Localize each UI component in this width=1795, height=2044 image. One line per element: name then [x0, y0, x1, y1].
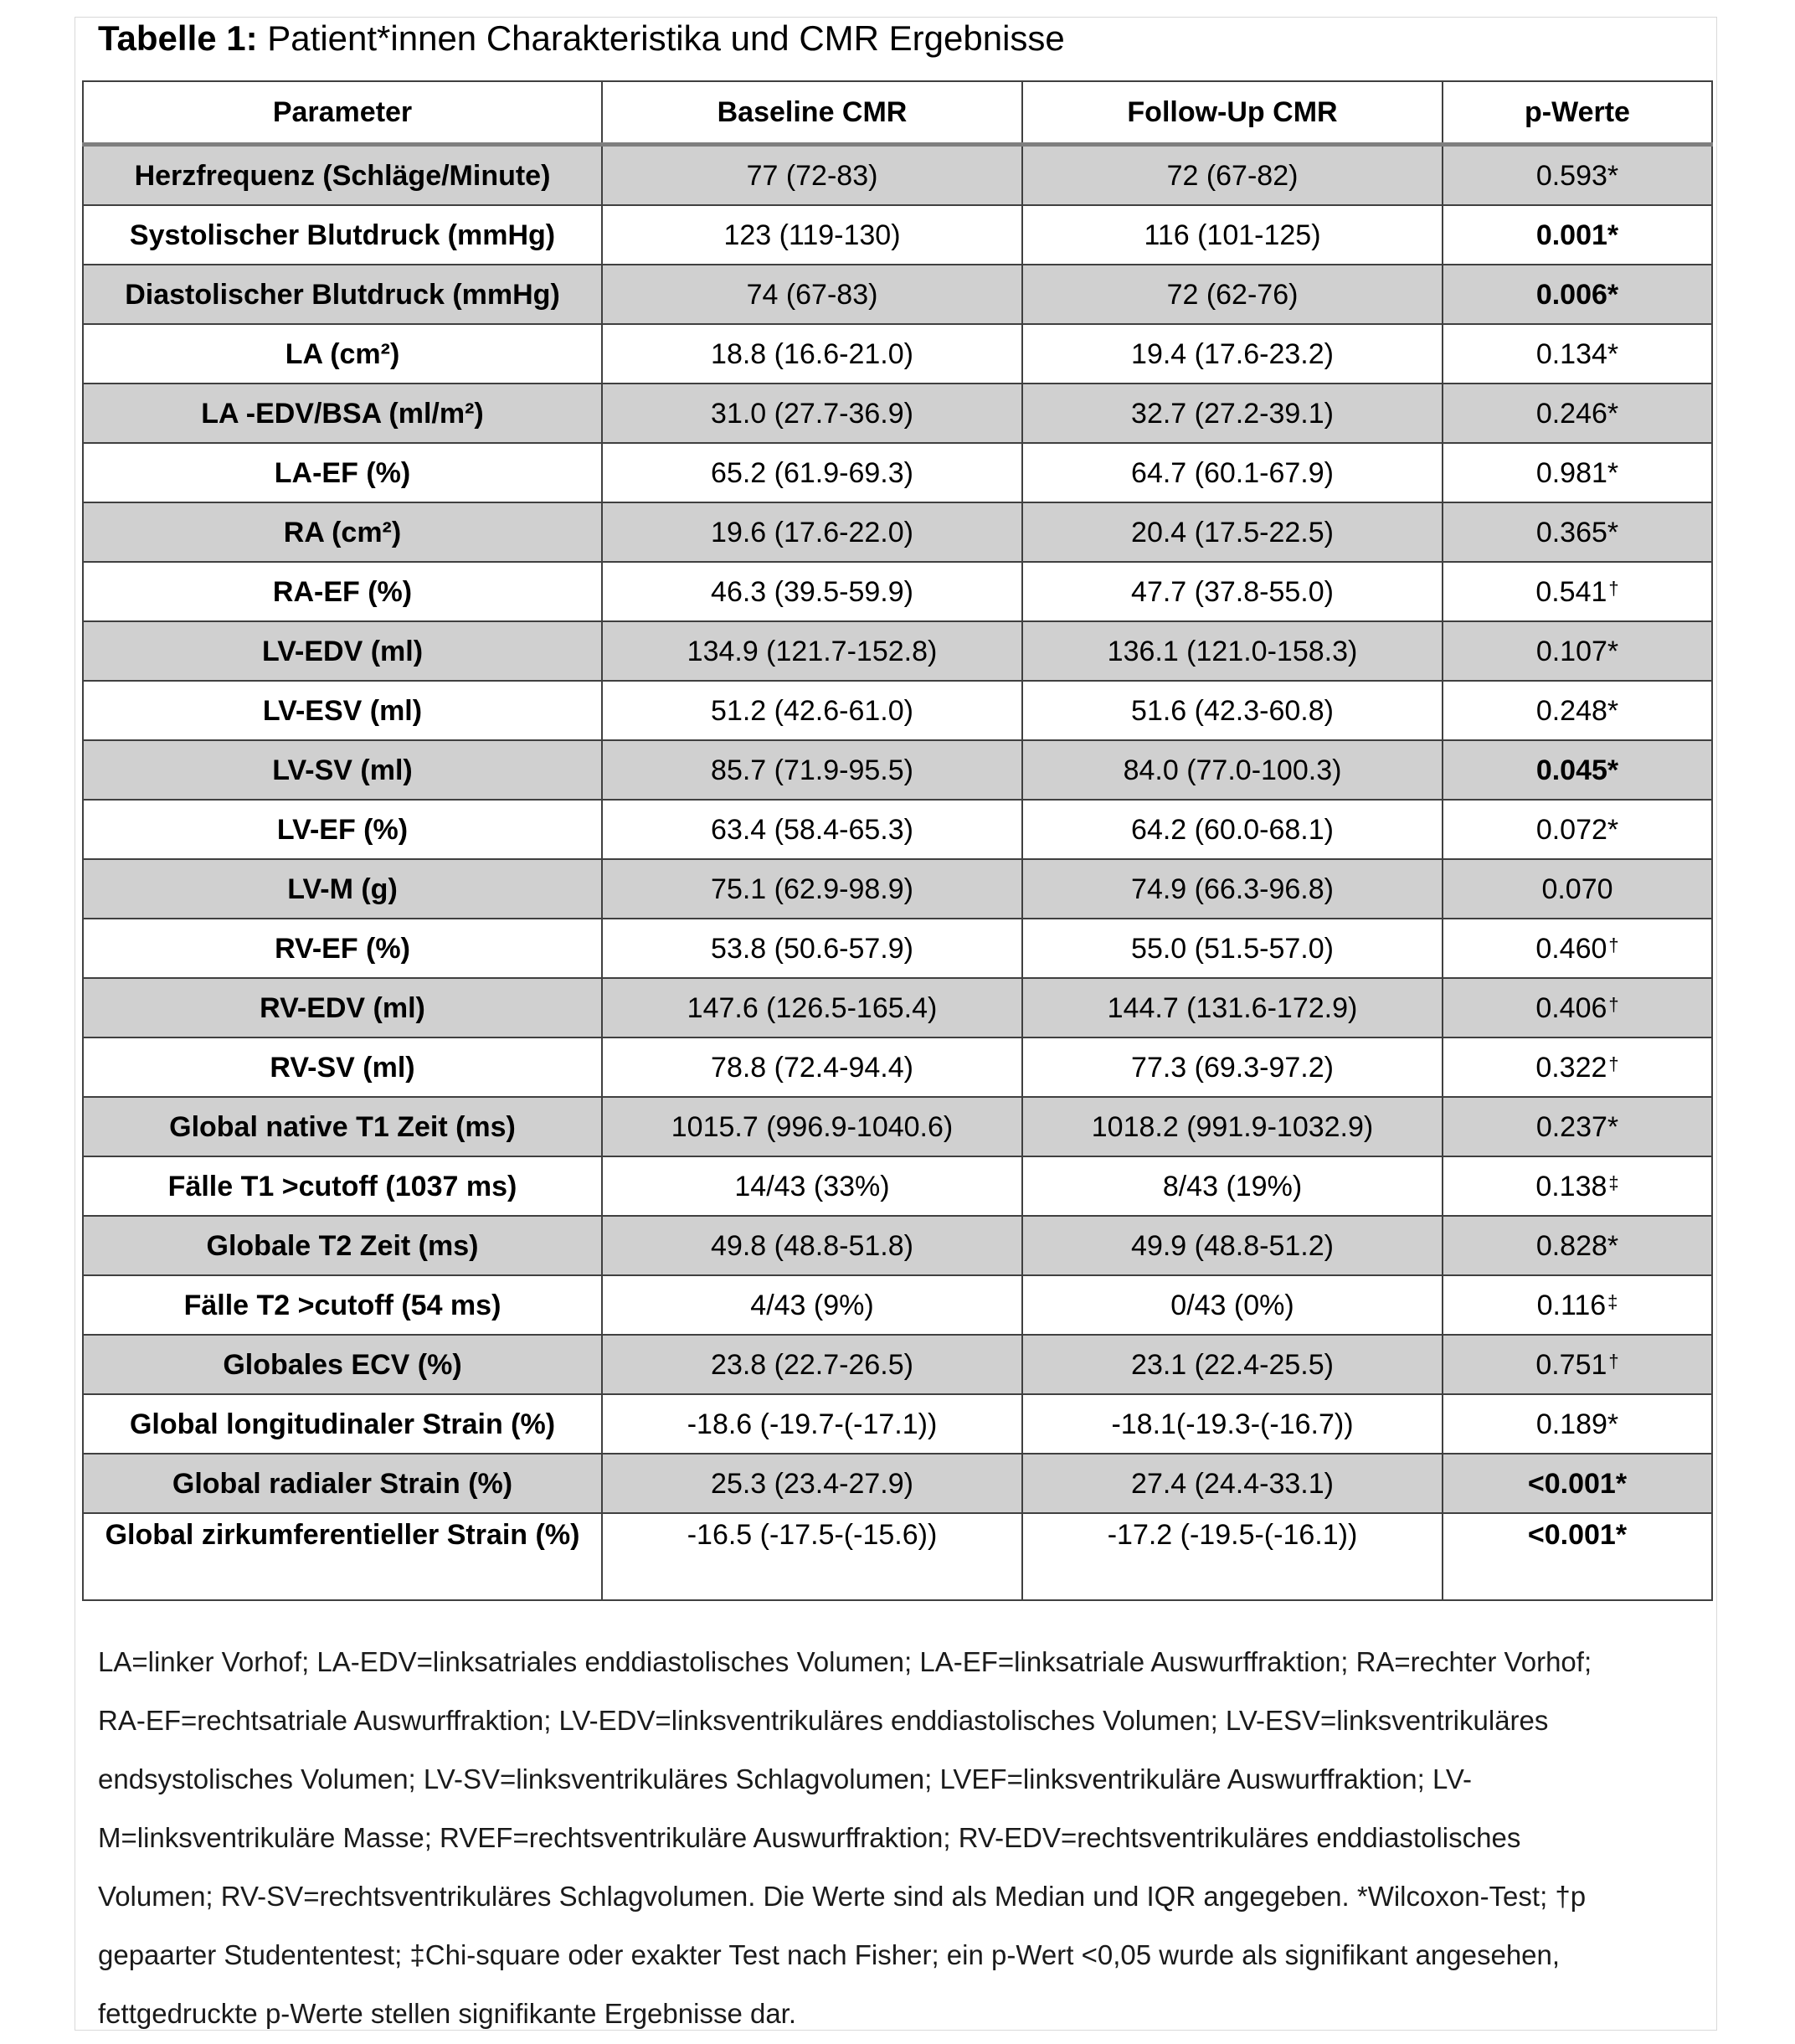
footnote-line: RA-EF=rechtsatriale Auswurffraktion; LV-EDV=linksventrikuläres enddiastolisches Volumen; LV-ESV=linksventrikuläres	[98, 1705, 1549, 1736]
pvalue-text: 0.248*	[1535, 694, 1619, 727]
pvalue-text: <0.001*	[1527, 1519, 1628, 1551]
followup-cell: 77.3 (69.3-97.2)	[1022, 1037, 1443, 1097]
param-cell: Global longitudinaler Strain (%)	[83, 1394, 602, 1454]
baseline-cell: 51.2 (42.6-61.0)	[602, 681, 1022, 740]
table-row	[83, 978, 1712, 1037]
table-row	[83, 1216, 1712, 1275]
pvalue-cell	[1443, 205, 1712, 265]
table-row	[83, 324, 1712, 384]
pvalue-symbol: †	[1608, 993, 1619, 1015]
table-row	[83, 800, 1712, 859]
footnote-line: M=linksventrikuläre Masse; RVEF=rechtsventrikuläre Auswurffraktion; RV-EDV=rechtsventrikuläres enddiastolisches	[98, 1822, 1521, 1853]
pvalue-cell	[1443, 1156, 1712, 1216]
followup-cell: 84.0 (77.0-100.3)	[1022, 740, 1443, 800]
param-cell: LV-EF (%)	[83, 800, 602, 859]
baseline-cell: 63.4 (58.4-65.3)	[602, 800, 1022, 859]
pvalue-cell	[1443, 919, 1712, 978]
baseline-cell: 147.6 (126.5-165.4)	[602, 978, 1022, 1037]
baseline-cell: 25.3 (23.4-27.9)	[602, 1454, 1022, 1513]
param-cell: Global native T1 Zeit (ms)	[83, 1097, 602, 1156]
param-cell: LV-EDV (ml)	[83, 621, 602, 681]
followup-cell: 72 (67-82)	[1022, 145, 1443, 206]
baseline-cell: 14/43 (33%)	[602, 1156, 1022, 1216]
pvalue-symbol: ‡	[1608, 1171, 1619, 1193]
followup-cell: 27.4 (24.4-33.1)	[1022, 1454, 1443, 1513]
followup-cell: 19.4 (17.6-23.2)	[1022, 324, 1443, 384]
footnote-line: endsystolisches Volumen; LV-SV=linksventrikuläres Schlagvolumen; LVEF=linksventrikuläre Auswurffraktion; LV-	[98, 1763, 1473, 1794]
pvalue-cell	[1443, 265, 1712, 324]
param-cell: Diastolischer Blutdruck (mmHg)	[83, 265, 602, 324]
pvalue-text: 0.134*	[1535, 337, 1619, 370]
pvalue-symbol: †	[1608, 577, 1619, 599]
pvalue-text: 0.045*	[1535, 754, 1619, 786]
pvalue-cell	[1443, 1037, 1712, 1097]
table-row	[83, 145, 1712, 206]
pvalue-cell	[1443, 562, 1712, 621]
pvalue-cell	[1443, 740, 1712, 800]
pvalue-text: 0.593*	[1535, 159, 1619, 192]
pvalue-cell	[1443, 384, 1712, 443]
pvalue-cell	[1443, 1216, 1712, 1275]
pvalue-cell	[1443, 1394, 1712, 1454]
param-cell: LA (cm²)	[83, 324, 602, 384]
baseline-cell: 74 (67-83)	[602, 265, 1022, 324]
baseline-cell: 123 (119-130)	[602, 205, 1022, 265]
table-row	[83, 1513, 1712, 1600]
table-row	[83, 621, 1712, 681]
followup-cell: 1018.2 (991.9-1032.9)	[1022, 1097, 1443, 1156]
followup-cell: 74.9 (66.3-96.8)	[1022, 859, 1443, 919]
param-cell: LV-ESV (ml)	[83, 681, 602, 740]
baseline-cell: -16.5 (-17.5-(-15.6))	[602, 1513, 1022, 1600]
header-parameter: Parameter	[83, 81, 602, 145]
pvalue-text: 0.751	[1535, 1348, 1607, 1381]
followup-cell: -18.1(-19.3-(-16.7))	[1022, 1394, 1443, 1454]
pvalue-text: 0.981*	[1535, 456, 1619, 489]
followup-cell: -17.2 (-19.5-(-16.1))	[1022, 1513, 1443, 1600]
pvalue-text: 0.541	[1535, 575, 1607, 608]
footnote-line: fettgedruckte p-Werte stellen signifikante Ergebnisse dar.	[98, 1998, 797, 2029]
param-cell: LA-EF (%)	[83, 443, 602, 502]
param-cell: Fälle T2 >cutoff (54 ms)	[83, 1275, 602, 1335]
pvalue-cell	[1443, 978, 1712, 1037]
table-row	[83, 1454, 1712, 1513]
pvalue-cell	[1443, 443, 1712, 502]
baseline-cell: 1015.7 (996.9-1040.6)	[602, 1097, 1022, 1156]
footnote-line: Volumen; RV-SV=rechtsventrikuläres Schlagvolumen. Die Werte sind als Median und IQR angegeben. *Wilcoxon-Test; †p	[98, 1881, 1587, 1912]
table-title-text: Patient*innen Charakteristika und CMR Ergebnisse	[257, 18, 1065, 58]
baseline-cell: 18.8 (16.6-21.0)	[602, 324, 1022, 384]
table-row	[83, 443, 1712, 502]
header-baseline: Baseline CMR	[602, 81, 1022, 145]
pvalue-text: 0.001*	[1535, 219, 1619, 251]
followup-cell: 32.7 (27.2-39.1)	[1022, 384, 1443, 443]
pvalue-cell	[1443, 859, 1712, 919]
baseline-cell: 65.2 (61.9-69.3)	[602, 443, 1022, 502]
baseline-cell: 78.8 (72.4-94.4)	[602, 1037, 1022, 1097]
table-body	[83, 145, 1712, 1601]
table-row	[83, 859, 1712, 919]
pvalue-cell	[1443, 1097, 1712, 1156]
baseline-cell: 134.9 (121.7-152.8)	[602, 621, 1022, 681]
table-row	[83, 502, 1712, 562]
param-cell: RV-SV (ml)	[83, 1037, 602, 1097]
pvalue-text: 0.070	[1541, 873, 1613, 905]
baseline-cell: 85.7 (71.9-95.5)	[602, 740, 1022, 800]
header-followup: Follow-Up CMR	[1022, 81, 1443, 145]
pvalue-cell	[1443, 1335, 1712, 1394]
param-cell: RV-EF (%)	[83, 919, 602, 978]
followup-cell: 136.1 (121.0-158.3)	[1022, 621, 1443, 681]
pvalue-symbol: ‡	[1607, 1290, 1618, 1312]
pvalue-cell	[1443, 1275, 1712, 1335]
footnote	[98, 1633, 1689, 2043]
baseline-cell: 19.6 (17.6-22.0)	[602, 502, 1022, 562]
followup-cell: 47.7 (37.8-55.0)	[1022, 562, 1443, 621]
table-row	[83, 1037, 1712, 1097]
pvalue-text: 0.460	[1535, 932, 1607, 965]
pvalue-symbol: †	[1608, 1053, 1619, 1074]
param-cell: Global radialer Strain (%)	[83, 1454, 602, 1513]
baseline-cell: 31.0 (27.7-36.9)	[602, 384, 1022, 443]
pvalue-cell	[1443, 1454, 1712, 1513]
param-cell: LA -EDV/BSA (ml/m²)	[83, 384, 602, 443]
table-title-label: Tabelle 1:	[98, 18, 258, 58]
followup-cell: 0/43 (0%)	[1022, 1275, 1443, 1335]
pvalue-cell	[1443, 681, 1712, 740]
followup-cell: 23.1 (22.4-25.5)	[1022, 1335, 1443, 1394]
pvalue-symbol: †	[1608, 1350, 1619, 1372]
pvalue-text: 0.828*	[1535, 1229, 1619, 1262]
baseline-cell: 49.8 (48.8-51.8)	[602, 1216, 1022, 1275]
header-pvalue: p-Werte	[1443, 81, 1712, 145]
baseline-cell: 4/43 (9%)	[602, 1275, 1022, 1335]
pvalue-text: 0.237*	[1535, 1110, 1619, 1143]
pvalue-text: 0.072*	[1535, 813, 1619, 846]
pvalue-cell	[1443, 800, 1712, 859]
pvalue-text: 0.406	[1535, 991, 1607, 1024]
param-cell: RA (cm²)	[83, 502, 602, 562]
baseline-cell: 53.8 (50.6-57.9)	[602, 919, 1022, 978]
baseline-cell: 75.1 (62.9-98.9)	[602, 859, 1022, 919]
table-row	[83, 1097, 1712, 1156]
followup-cell: 20.4 (17.5-22.5)	[1022, 502, 1443, 562]
param-cell: Global zirkumferentieller Strain (%)	[83, 1513, 602, 1600]
followup-cell: 8/43 (19%)	[1022, 1156, 1443, 1216]
param-cell: Herzfrequenz (Schläge/Minute)	[83, 145, 602, 206]
param-cell: LV-SV (ml)	[83, 740, 602, 800]
pvalue-text: 0.322	[1535, 1051, 1607, 1084]
table-row	[83, 1275, 1712, 1335]
pvalue-text: <0.001*	[1527, 1467, 1628, 1500]
followup-cell: 64.7 (60.1-67.9)	[1022, 443, 1443, 502]
followup-cell: 49.9 (48.8-51.2)	[1022, 1216, 1443, 1275]
param-cell: Globales ECV (%)	[83, 1335, 602, 1394]
followup-cell: 64.2 (60.0-68.1)	[1022, 800, 1443, 859]
baseline-cell: 77 (72-83)	[602, 145, 1022, 206]
followup-cell: 55.0 (51.5-57.0)	[1022, 919, 1443, 978]
param-cell: Systolischer Blutdruck (mmHg)	[83, 205, 602, 265]
pvalue-cell	[1443, 502, 1712, 562]
table-row	[83, 740, 1712, 800]
pvalue-cell	[1443, 1513, 1712, 1600]
pvalue-cell	[1443, 324, 1712, 384]
followup-cell: 116 (101-125)	[1022, 205, 1443, 265]
pvalue-text: 0.138	[1535, 1170, 1607, 1202]
pvalue-text: 0.006*	[1535, 278, 1619, 311]
baseline-cell: -18.6 (-19.7-(-17.1))	[602, 1394, 1022, 1454]
pvalue-text: 0.107*	[1535, 635, 1619, 667]
table-row	[83, 919, 1712, 978]
pvalue-text: 0.189*	[1535, 1408, 1619, 1440]
table-row	[83, 205, 1712, 265]
param-cell: RA-EF (%)	[83, 562, 602, 621]
table-row	[83, 1335, 1712, 1394]
table-row	[83, 384, 1712, 443]
pvalue-cell	[1443, 621, 1712, 681]
pvalue-cell	[1443, 145, 1712, 206]
param-cell: Fälle T1 >cutoff (1037 ms)	[83, 1156, 602, 1216]
followup-cell: 72 (62-76)	[1022, 265, 1443, 324]
pvalue-text: 0.116	[1536, 1289, 1607, 1321]
baseline-cell: 46.3 (39.5-59.9)	[602, 562, 1022, 621]
results-table	[82, 80, 1713, 1601]
followup-cell: 51.6 (42.3-60.8)	[1022, 681, 1443, 740]
table-row	[83, 562, 1712, 621]
baseline-cell: 23.8 (22.7-26.5)	[602, 1335, 1022, 1394]
footnote-line: gepaarter Studententest; ‡Chi-square oder exakter Test nach Fisher; ein p-Wert <0,05 wurde als signifikant angesehen,	[98, 1939, 1561, 1970]
table-row	[83, 1156, 1712, 1216]
param-cell: RV-EDV (ml)	[83, 978, 602, 1037]
table-header-row	[83, 81, 1712, 145]
param-cell: Globale T2 Zeit (ms)	[83, 1216, 602, 1275]
param-cell: LV-M (g)	[83, 859, 602, 919]
pvalue-text: 0.246*	[1535, 397, 1619, 430]
table-title	[98, 15, 1065, 62]
pvalue-text: 0.365*	[1535, 516, 1619, 548]
footnote-line: LA=linker Vorhof; LA-EDV=linksatriales enddiastolisches Volumen; LA-EF=linksatriale Auswurffraktion; RA=rechter Vorhof;	[98, 1646, 1592, 1677]
table-row	[83, 1394, 1712, 1454]
table-row	[83, 681, 1712, 740]
followup-cell: 144.7 (131.6-172.9)	[1022, 978, 1443, 1037]
table-row	[83, 265, 1712, 324]
pvalue-symbol: †	[1608, 934, 1619, 955]
